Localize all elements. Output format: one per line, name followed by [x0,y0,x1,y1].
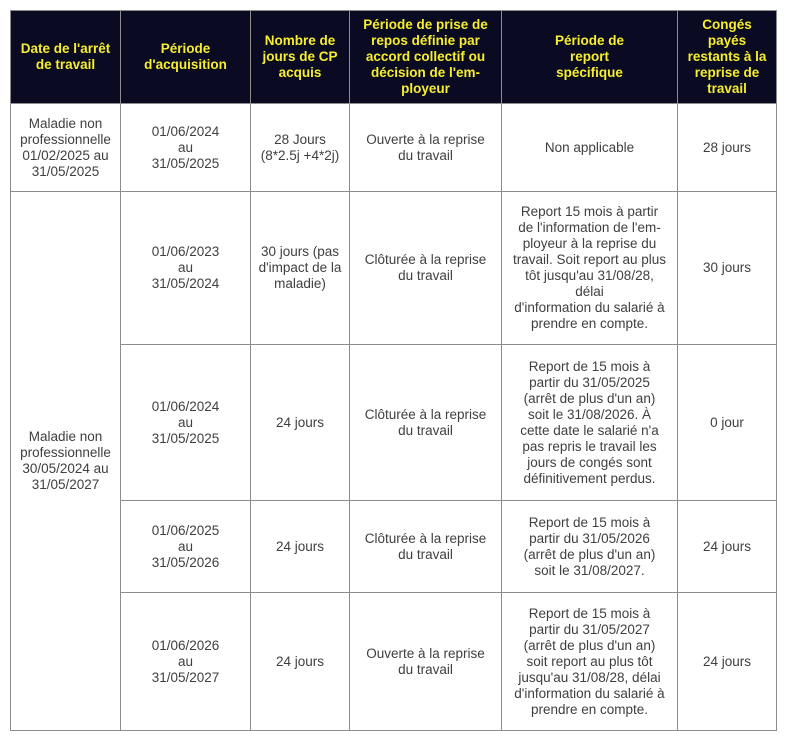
cell-conges-restants: 0 jour [678,345,777,501]
cell-periode-acquisition: 01/06/2026 au 31/05/2027 [121,593,251,731]
cell-periode-acquisition: 01/06/2024 au 31/05/2025 [121,345,251,501]
cell-report: Report de 15 mois à partir du 31/05/2026 (arrêt de plus d'un an) soit le 31/08/2027. [502,501,678,593]
cell-periode-acquisition: 01/06/2024 au 31/05/2025 [121,104,251,192]
header-row [11,11,777,104]
cell-prise-repos: Ouverte à la reprise du travail [350,104,502,192]
cell-jours-cp: 24 jours [251,593,350,731]
header-nombre-jours-cp: Nombre de jours de CP acquis [251,11,350,104]
cell-prise-repos: Clôturée à la reprise du travail [350,345,502,501]
table-row [11,345,777,501]
table-row [11,104,777,192]
cell-report: Report de 15 mois à partir du 31/05/2027 (arrêt de plus d'un an) soit report au plus tôt jusqu'au 31/08/28, délai d'information du salarié à prendre en compte. [502,593,678,731]
cell-conges-restants: 30 jours [678,192,777,345]
cell-report: Report de 15 mois à partir du 31/05/2025 (arrêt de plus d'un an) soit le 31/08/2026. À cette date le salarié n'a pas repris le travail les jours de congés sont définitivement perdus. [502,345,678,501]
cell-date-arret: Maladie non professionnelle 30/05/2024 au 31/05/2027 [11,192,121,731]
cell-conges-restants: 24 jours [678,501,777,593]
cell-conges-restants: 24 jours [678,593,777,731]
cell-periode-acquisition: 01/06/2023 au 31/05/2024 [121,192,251,345]
table-row [11,192,777,345]
cell-jours-cp: 30 jours (pas d'impact de la maladie) [251,192,350,345]
cell-report: Report 15 mois à partir de l'information de l'em- ployeur à la reprise du travail. Soit report au plus tôt jusqu'au 31/08/28, délai d'information du salarié à prendre en compte. [502,192,678,345]
cell-date-arret: Maladie non professionnelle 01/02/2025 au 31/05/2025 [11,104,121,192]
cell-periode-acquisition: 01/06/2025 au 31/05/2026 [121,501,251,593]
header-periode-acquisition: Période d'acquisition [121,11,251,104]
header-periode-report: Période de report spécifique [502,11,678,104]
cell-jours-cp: 24 jours [251,345,350,501]
cell-prise-repos: Ouverte à la reprise du travail [350,593,502,731]
header-date-arret: Date de l'arrêt de travail [11,11,121,104]
cell-jours-cp: 24 jours [251,501,350,593]
table-row [11,593,777,731]
table-body [11,104,777,731]
table-header [11,11,777,104]
cell-prise-repos: Clôturée à la reprise du travail [350,501,502,593]
header-conges-restants: Congés payés restants à la reprise de travail [678,11,777,104]
cell-prise-repos: Clôturée à la reprise du travail [350,192,502,345]
cell-report: Non applicable [502,104,678,192]
cell-jours-cp: 28 Jours (8*2.5j +4*2j) [251,104,350,192]
table-row [11,501,777,593]
conges-payes-table [10,10,777,731]
cell-conges-restants: 28 jours [678,104,777,192]
page-container [10,10,777,731]
header-periode-prise-repos: Période de prise de repos définie par accord collectif ou décision de l'em- ployeur [350,11,502,104]
